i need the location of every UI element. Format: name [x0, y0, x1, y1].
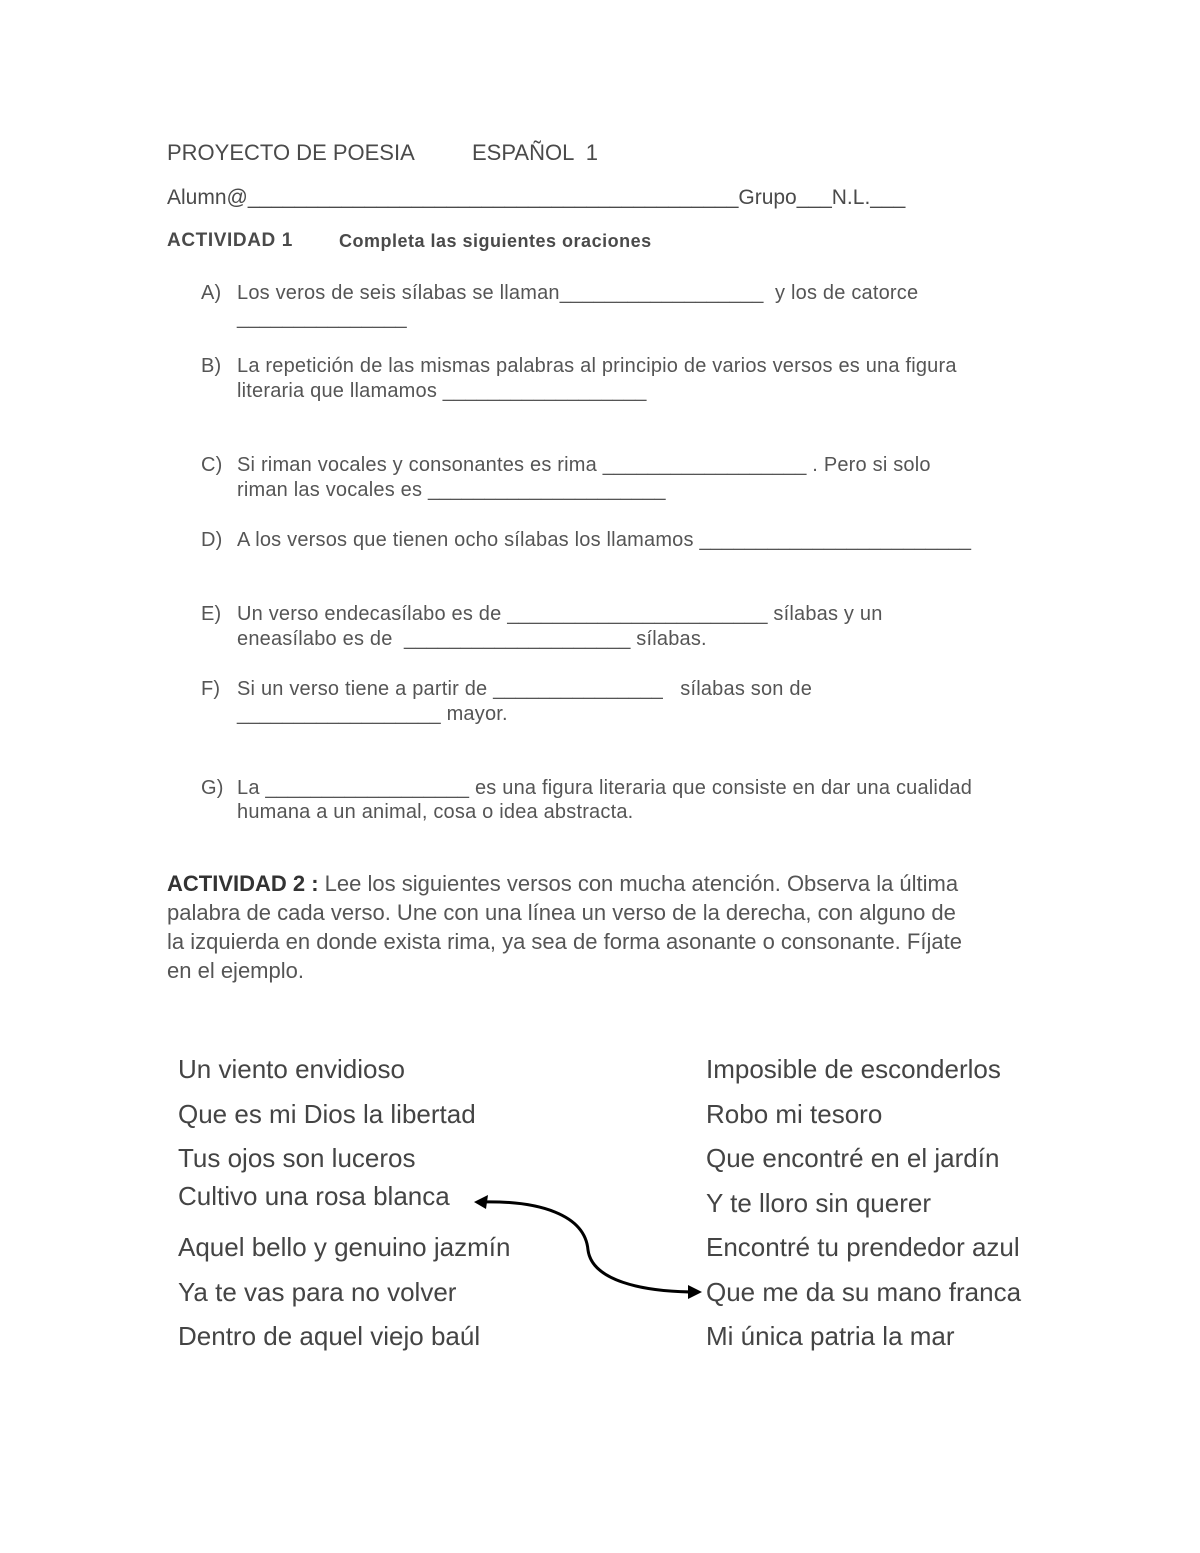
left-verse: Cultivo una rosa blanca — [178, 1181, 450, 1211]
question-line: Si un verso tiene a partir de _______________ sílabas son de — [237, 678, 813, 700]
question-line: Si riman vocales y consonantes es rima __________________ . Pero si solo — [237, 454, 931, 476]
question-line: literaria que llamamos __________________ — [237, 380, 647, 402]
right-verse: Robo mi tesoro — [706, 1099, 883, 1129]
question-line: __________________ mayor. — [237, 703, 508, 725]
connector-curve — [478, 1202, 698, 1292]
left-verse: Aquel bello y genuino jazmín — [178, 1232, 511, 1262]
right-verse: Encontré tu prendedor azul — [706, 1232, 1020, 1262]
activity1-label: ACTIVIDAD 1 — [167, 230, 293, 251]
question-line: La repetición de las mismas palabras al principio de varios versos es una figura — [237, 355, 957, 377]
question-line: Un verso endecasílabo es de _______________________ sílabas y un — [237, 603, 883, 625]
left-verse: Que es mi Dios la libertad — [178, 1099, 476, 1129]
question-line: A los versos que tienen ocho sílabas los llamamos ________________________ — [237, 529, 972, 551]
left-verse: Dentro de aquel viejo baúl — [178, 1321, 481, 1351]
question-letter: A) — [201, 282, 222, 304]
left-verse: Ya te vas para no volver — [178, 1277, 457, 1307]
right-verse: Que encontré en el jardín — [706, 1143, 1000, 1173]
activity2-line: palabra de cada verso. Une con una línea un verso de la derecha, con alguno de — [167, 900, 956, 925]
activity1-instruction: Completa las siguientes oraciones — [339, 231, 652, 251]
question-letter: C) — [201, 454, 223, 476]
left-verse: Tus ojos son luceros — [178, 1143, 416, 1173]
question-line: humana a un animal, cosa o idea abstracta. — [237, 801, 634, 823]
left-verse: Un viento envidioso — [178, 1054, 405, 1084]
question-line: La __________________ es una figura literaria que consiste en dar una cualidad — [237, 777, 973, 799]
right-verse: Y te lloro sin querer — [706, 1188, 931, 1218]
question-letter: F) — [201, 678, 221, 700]
arrowhead-right — [688, 1285, 702, 1299]
question-letter: G) — [201, 777, 224, 799]
question-line: riman las vocales es _____________________ — [237, 479, 666, 501]
question-line: eneasílabo es de ____________________ sílabas. — [237, 628, 707, 650]
question-letter: B) — [201, 355, 222, 377]
activity2-line: la izquierda en donde exista rima, ya sea de forma asonante o consonante. Fíjate — [167, 929, 962, 954]
activity2-line: en el ejemplo. — [167, 958, 304, 983]
activity2-label: ACTIVIDAD 2 : — [167, 871, 319, 896]
question-line: Los veros de seis sílabas se llaman__________________ y los de catorce — [237, 282, 919, 304]
right-verse: Que me da su mano franca — [706, 1277, 1022, 1307]
student-info-line: Alumn@__________________________________________Grupo___N.L.___ — [167, 186, 906, 209]
arrowhead-left — [474, 1195, 488, 1209]
subject-label: ESPAÑOL 1 — [472, 140, 598, 165]
activity2-text: Lee los siguientes versos con mucha atención. Observa la última — [318, 871, 959, 896]
question-letter: E) — [201, 603, 222, 625]
question-line: _______________ — [237, 307, 407, 329]
question-letter: D) — [201, 529, 223, 551]
right-verse: Mi única patria la mar — [706, 1321, 955, 1351]
right-verse: Imposible de esconderlos — [706, 1054, 1001, 1084]
worksheet-title: PROYECTO DE POESIA — [167, 140, 415, 165]
